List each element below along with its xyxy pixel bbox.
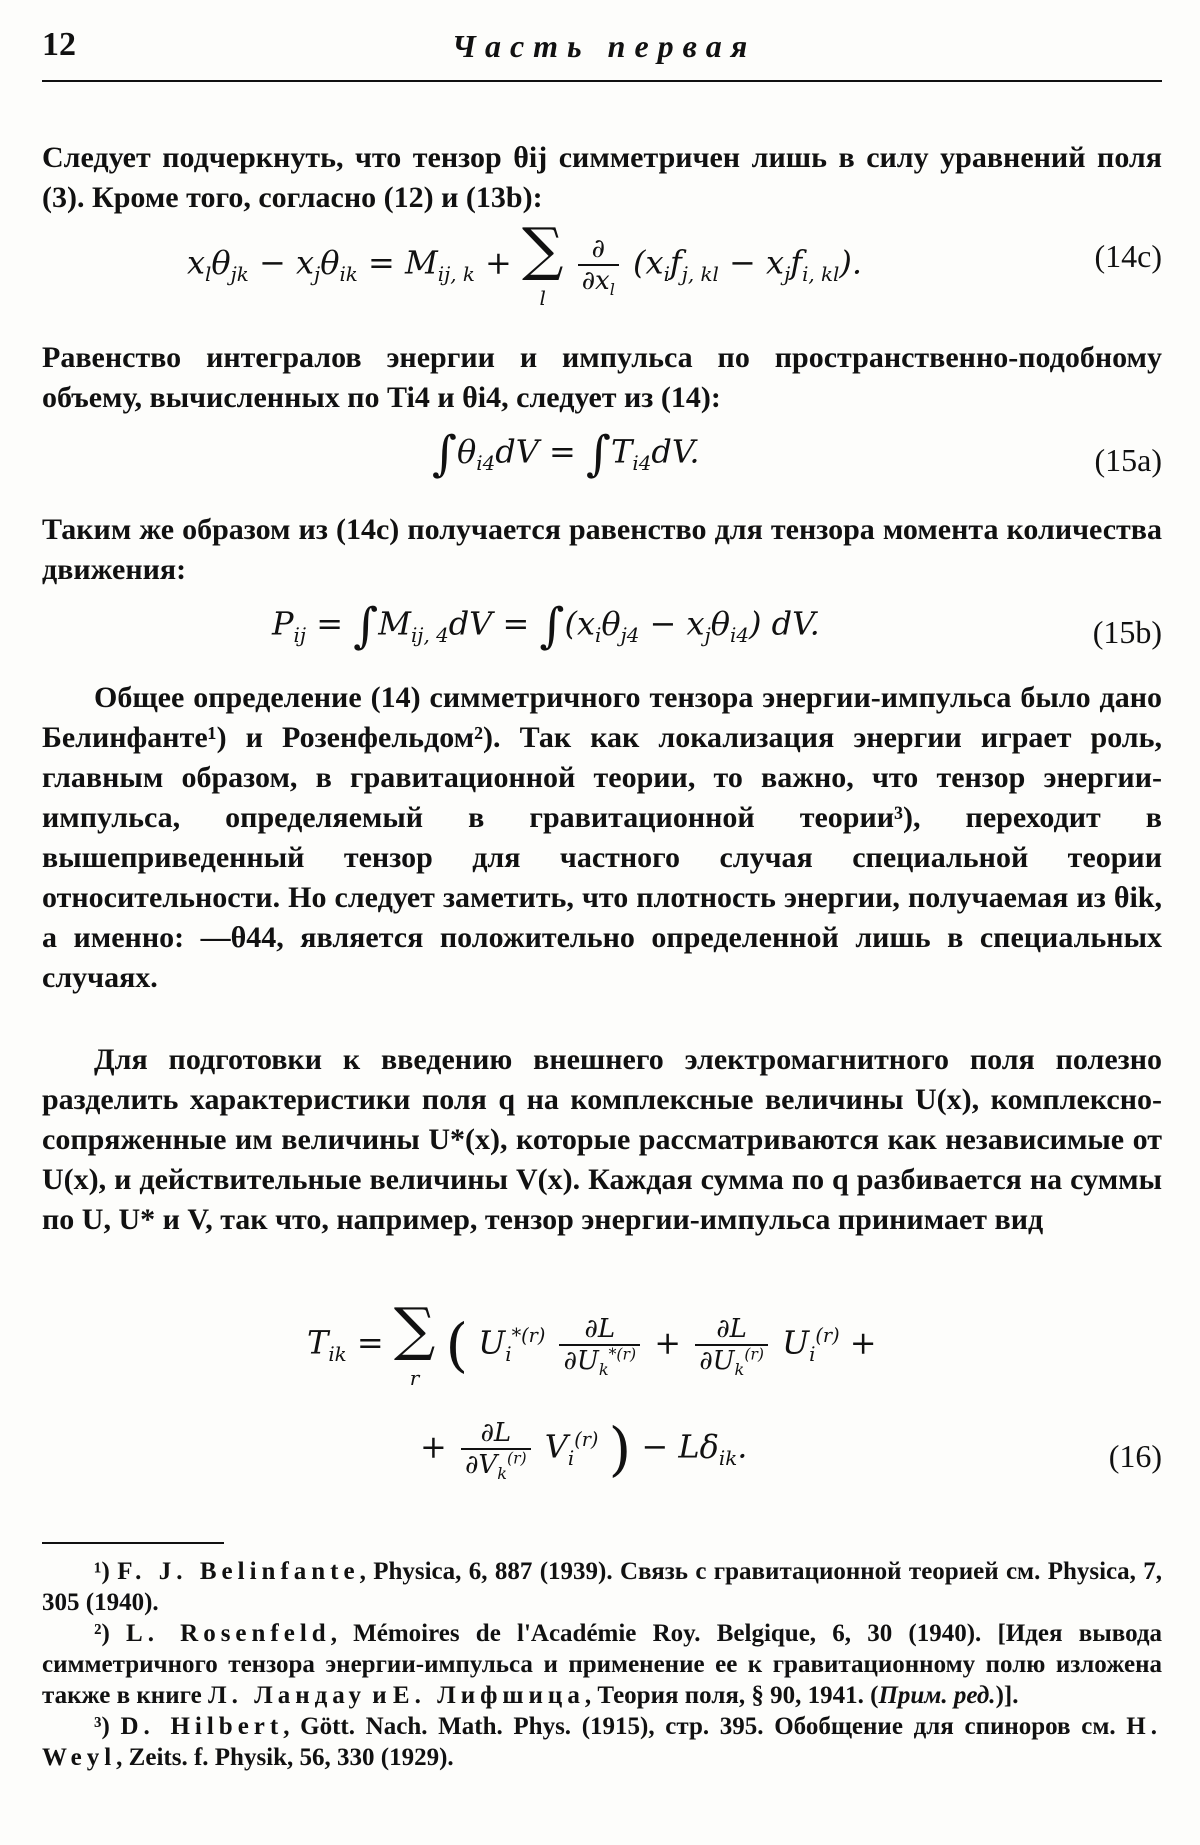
footnote-1-author: F. J. Belinfante — [117, 1558, 360, 1585]
paragraph-5: Для подготовки к введению внешнего электромагнитного поля полезно разделить характеристики поля q на комплексные величины U(x), комплексно-сопряженные им величины U*(x), которые рассматриваются как независимые от U(x), и действительные величины V(x). Каждая сумма по q разбивается на суммы по U, U* и V, так что, например, тензор энергии-импульса принимает вид — [42, 1043, 1162, 1236]
equation-16-line-1: $T_{ik}$ = ∑ r ( $U_i^{*(r)}$ $\frac{\partial L}{\partial U_k^{*(r)}}$ + $\frac{\partial L}{\partial U_k^{(r)}}$ $U_i^{(r)}$ + — [307, 1295, 877, 1390]
footnote-2-author-3: Е. Лифшица — [392, 1682, 585, 1709]
equation-15b-body: $P_{ij} = \int M_{ij, 4}dV = \int(x_i\theta_{j4} - x_j\theta_{i4})$ dV. — [272, 598, 820, 654]
paragraph-4: Общее определение (14) симметричного тензора энергии-импульса было дано Белинфанте¹) и Розенфельдом²). Так как локализация энергии играет роль, главным образом, в гравитационной теории, то важно, что тензор энергии-импульса, определяемый в гравитационной теории³), переходит в вышеприведенный тензор для частного случая специальной теории относительности. Но следует заметить, что плотность энергии, получаемая из θik, а именно: —θ44, является положительно определенной лишь в специальных случаях. — [42, 681, 1162, 994]
footnote-2-editor-note: Прим. ред. — [878, 1682, 996, 1709]
footnote-2-marker: ²) — [94, 1620, 110, 1647]
equation-15a — [42, 426, 1162, 490]
footnote-2-text-3: )]. — [995, 1682, 1019, 1709]
footnote-2-mid: и — [366, 1682, 393, 1709]
footnote-2 — [42, 1618, 1162, 1711]
footnote-2-author: L. Rosenfeld — [126, 1620, 331, 1647]
footnote-2-author-2: Л. Ландау — [207, 1682, 367, 1709]
running-head: Часть первая — [452, 28, 757, 64]
equation-14c-body: $x_l\theta_{jk} - x_j\theta_{ik} = M_{ij, k}$ + ∑ l $\frac{\partial}{\partial x_l}$ $(x_if_{j, kl} - x_jf_{i, kl})$. — [187, 215, 863, 310]
equation-15b-label: (15b) — [1092, 614, 1162, 650]
equation-14c-label: (14c) — [1094, 238, 1162, 274]
equation-15a-label: (15a) — [1094, 442, 1162, 478]
footnote-3 — [42, 1711, 1162, 1773]
footnote-1-marker: ¹) — [94, 1558, 110, 1585]
header-rule — [42, 80, 1162, 82]
paragraph-2: Равенство интегралов энергии и импульса по пространственно-подобному объему, вычисленных по Ti4 и θi4, следует из (14): — [42, 341, 1162, 414]
equation-16-line-2: + $\frac{\partial L}{\partial V_k^{(r)}}$ $V_i^{(r)}$ ) − $L\delta_{ik}$. — [420, 1415, 748, 1484]
page-header — [42, 22, 1162, 82]
footnote-1 — [42, 1556, 1162, 1618]
page-number: 12 — [42, 26, 76, 63]
equation-16 — [42, 1295, 1162, 1530]
equation-15a-body: $\int\theta_{i4}dV = \int T_{i4}dV$. — [432, 426, 700, 482]
equation-16-label: (16) — [1108, 1438, 1162, 1474]
footnote-3-text: , Gött. Nach. Math. Phys. (1915), стр. 395. Обобщение для спиноров см. — [283, 1713, 1127, 1740]
footnote-3-author-2: H. Weyl — [42, 1713, 1162, 1771]
footnote-1-text: , Physica, 6, 887 (1939). Связь с гравитационной теорией см. Physica, 7, 305 (1940). — [42, 1558, 1162, 1616]
footnote-rule — [42, 1542, 224, 1544]
footnote-2-text-2: , Теория поля, § 90, 1941. ( — [584, 1682, 879, 1709]
footnote-3-author: D. Hilbert — [120, 1713, 284, 1740]
footnote-3-text-2: , Zeits. f. Physik, 56, 330 (1929). — [116, 1744, 454, 1771]
equation-14c — [42, 210, 1162, 310]
footnote-3-marker: ³) — [94, 1713, 110, 1740]
footnote-2-text: , Mémoires de l'Académie Roy. Belgique, 6, 30 (1940). [Идея вывода симметричного тензора энергии-импульса и применение ее к гравитационному полю изложена также в книге — [42, 1620, 1162, 1709]
paragraph-3: Таким же образом из (14c) получается равенство для тензора момента количества движения: — [42, 513, 1162, 586]
equation-15b — [42, 598, 1162, 662]
footnotes — [42, 1556, 1162, 1773]
paragraph-1: Следует подчеркнуть, что тензор θij симметричен лишь в силу уравнений поля (3). Кроме того, согласно (12) и (13b): — [42, 141, 1162, 214]
